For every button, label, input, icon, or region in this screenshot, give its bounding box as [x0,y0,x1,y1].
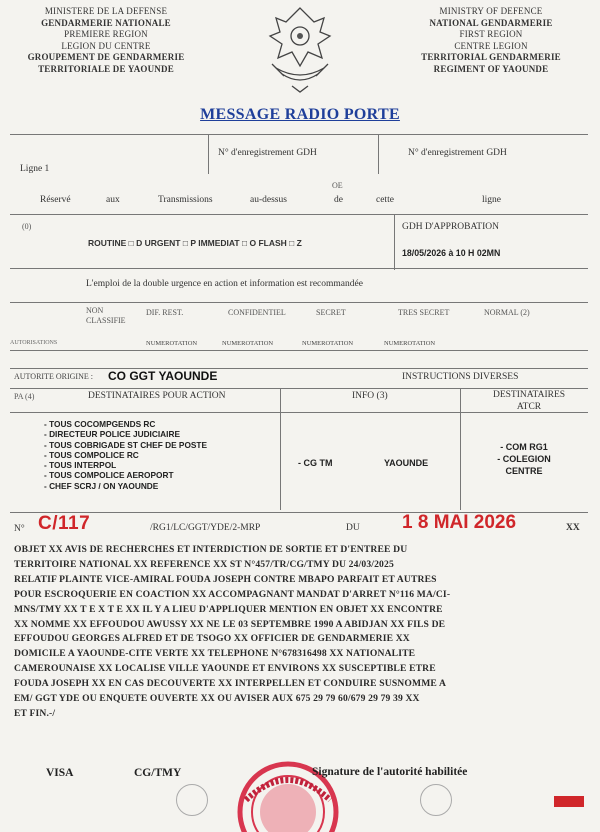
stamp-icon [228,752,348,832]
body-line: FOUDA JOSEPH XX EN CAS DECOUVERTE XX INTERPELLEN ET CONDUIRE SUSNOMME A [14,678,447,690]
xx-marker: XX [566,523,580,533]
numerotation-2: NUMEROTATION [222,340,274,347]
list-item: - TOUS COMPOLICE RC [44,449,139,460]
destinataires-action-list [44,419,207,491]
message-reference: /RG1/LC/GGT/YDE/2-MRP [150,523,261,533]
body-line: POUR ESCROQUERIE EN COACTION XX ACCOMPAGNANT MANDAT D'ARRET N°116 MA/CI- [14,588,451,600]
list-item: CENTRE [505,466,543,476]
zero-label: (0) [22,222,32,231]
header-right [386,6,596,75]
numerotation-1: NUMEROTATION [146,340,198,347]
reserve-word: OE [332,181,343,190]
header-left-line: LEGION DU CENTRE [61,40,151,51]
reserve-word: ligne [482,195,501,205]
instructions-diverses: INSTRUCTIONS DIVERSES [402,372,519,382]
info-value-cgtm: - CG TM [298,458,333,468]
message-number: C/117 [38,513,91,534]
red-mark [554,796,584,807]
atcr-header-line: ATCR [516,402,542,412]
message-body [14,543,586,722]
classif-non-classifie: NON CLASSIFIE [86,306,126,325]
atcr-header-line: DESTINATAIRES [492,390,566,400]
numerotation-4: NUMEROTATION [384,340,436,347]
signature-stroke [176,784,208,816]
official-stamp [228,752,348,832]
coat-of-arms-icon [256,2,344,94]
body-line: RELATIF PLAINTE VICE-AMIRAL FOUDA JOSEPH CONTRE MBAPO PARFAIT ET AUTRES [14,573,437,585]
list-item: - TOUS INTERPOL [44,460,117,471]
double-urgence-note: L'emploi de la double urgence en action et information est recommandée [86,279,363,289]
header-left-line: GENDARMERIE NATIONALE [41,17,171,28]
autorisations-label: AUTORISATIONS [10,340,58,346]
reserve-word: Réservé [40,195,71,205]
list-item: - TOUS COMPOLICE AEROPORT [44,470,174,481]
autorite-origine-value: CO GGT YAOUNDE [108,369,218,383]
header-left [6,6,206,75]
page-title: MESSAGE RADIO PORTE [200,106,400,123]
visa-label: VISA [46,767,74,779]
numero-label: N° [14,524,25,534]
info-value-yaounde: YAOUNDE [384,458,429,468]
classif-normal: NORMAL (2) [484,308,530,317]
autorite-origine-label: AUTORITE ORIGINE : [14,372,93,381]
classif-secret: SECRET [316,308,346,317]
list-item: - TOUS COCOMPGENDS RC [44,419,156,429]
body-line: CAMEROUNAISE XX LOCALISE VILLE YAOUNDE ET ENVIRONS XX SUSCEPTIBLE ETRE [14,663,436,675]
header-left-line: MINISTERE DE LA DEFENSE [44,6,168,16]
signature-stroke [420,784,452,816]
body-line: DOMICILE A YAOUNDE-CITE VERTE XX TELEPHONE N°678316498 XX NATIONALITE [14,648,416,660]
cg-tmy-label: CG/TMY [134,767,182,779]
signature-label: Signature de l'autorité habilitée [312,766,468,778]
list-item: - CHEF SCRJ / ON YAOUNDE [44,480,159,491]
body-line: XX NOMME XX EFFOUDOU AWUSSY XX NE LE 03 SEPTEMBRE 1990 A ABIDJAN XX FILS DE [14,618,446,630]
list-item: - COLEGION [497,454,551,464]
header-right-line: REGIMENT OF YAOUNDE [433,63,549,74]
precedence-options: ROUTINE □ D URGENT □ P IMMEDIAT □ O FLASH □ Z [88,238,302,248]
pa-label: PA (4) [14,392,35,401]
header-right-line: TERRITORIAL GENDARMERIE [421,52,561,62]
destinataires-atcr-header [470,389,588,413]
header-left-line: GROUPEMENT DE GENDARMERIE [27,52,185,62]
destinataires-action-header: DESTINATAIRES POUR ACTION [88,391,226,401]
header-right-line: MINISTRY OF DEFENCE [439,6,543,16]
gdh-approbation-label: GDH D'APPROBATION [402,222,499,232]
header-right-line: CENTRE LEGION [454,40,528,51]
reserve-word: Transmissions [158,195,213,205]
body-line: ET FIN.-/ [14,707,56,719]
header-left-line: TERRITORIALE DE YAOUNDE [38,63,174,74]
list-item: - TOUS COBRIGADE ST CHEF DE POSTE [44,439,208,450]
header-left-line: PREMIERE REGION [64,29,148,39]
gdh-approbation-value: 18/05/2026 à 10 H 02MN [402,248,501,258]
body-line: OBJET XX AVIS DE RECHERCHES ET INTERDICTION DE SORTIE ET D'ENTREE DU [14,544,408,555]
message-date: 1 8 MAI 2026 [402,512,517,533]
header-right-line: FIRST REGION [459,29,523,39]
reserve-word: cette [376,195,394,205]
info-header: INFO (3) [352,391,388,401]
reserve-word: de [334,195,343,205]
body-line: MNS/TMY XX T E X T E XX IL Y A LIEU D'APPLIQUER MENTION EN OBJET XX ENCONTRE [14,603,443,615]
body-line: EM/ GGT YDE OU ENQUETE OUVERTE XX OU AVISER AUX 675 29 79 60/679 29 79 39 XX [14,693,420,705]
enregistrement-label-1: N° d'enregistrement GDH [218,148,317,158]
header-right-line: NATIONAL GENDARMERIE [429,17,553,28]
body-line: EFFOUDOU GEORGES ALFRED ET DE TSOGO XX OFFICIER DE GENDARMERIE XX [14,633,410,645]
reserve-word: aux [106,195,120,205]
enregistrement-label-2: N° d'enregistrement GDH [408,148,507,158]
atcr-values [484,441,564,477]
classif-tres-secret: TRES SECRET [398,308,450,317]
classif-confidentiel: CONFIDENTIEL [228,308,286,317]
list-item: - COM RG1 [500,442,548,452]
numerotation-3: NUMEROTATION [302,340,354,347]
ligne1-label: Ligne 1 [20,164,50,174]
emblem [256,2,344,94]
reserve-word: au-dessus [250,195,287,205]
classif-dif-rest: DIF. REST. [146,308,184,317]
list-item: - DIRECTEUR POLICE JUDICIAIRE [44,429,180,440]
body-line: TERRITOIRE NATIONAL XX REFERENCE XX ST N°457/TR/CG/TMY DU 24/03/2025 [14,558,394,570]
du-label: DU [346,523,360,533]
